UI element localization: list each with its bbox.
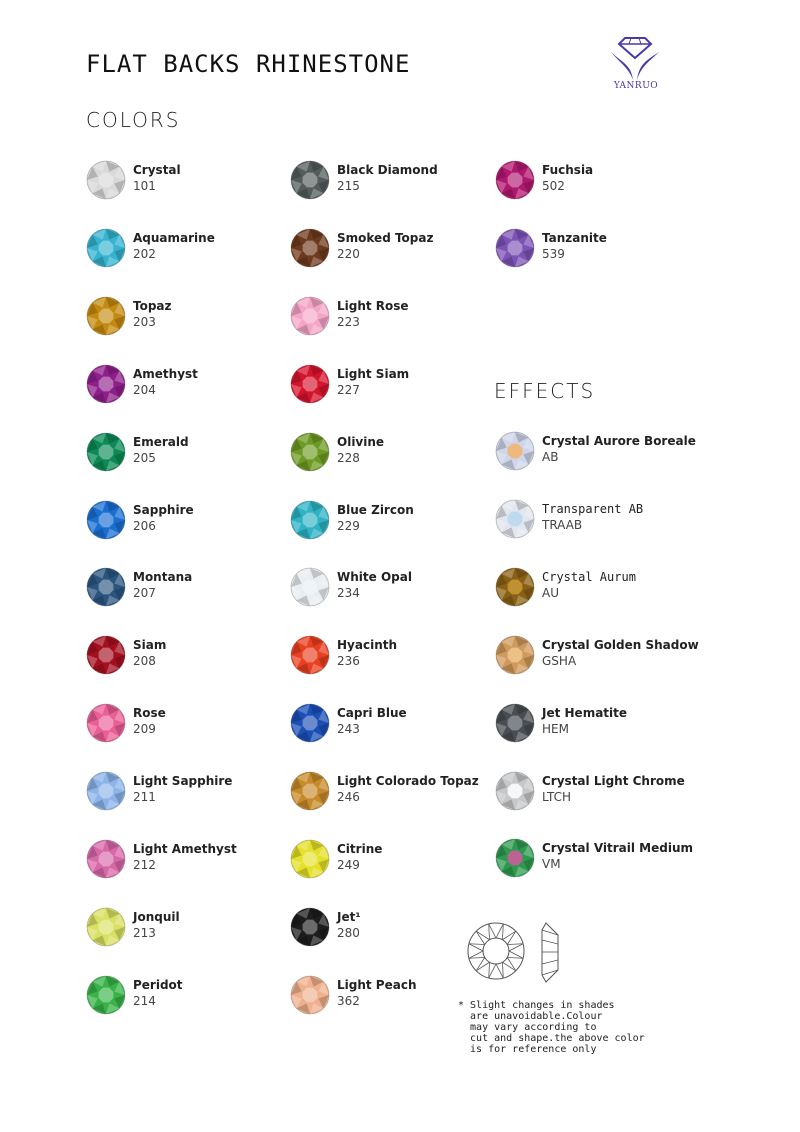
swatch-code: 204 xyxy=(133,383,156,397)
swatch-name: Crystal Golden Shadow xyxy=(542,638,699,652)
swatch-name: Crystal Aurum xyxy=(542,570,636,584)
rhinestone-icon xyxy=(290,160,330,200)
swatch-name: Jet Hematite xyxy=(542,706,628,720)
swatch-item xyxy=(290,228,490,270)
swatch-item xyxy=(86,160,286,202)
rhinestone-icon xyxy=(290,839,330,879)
rhinestone-icon xyxy=(86,500,126,540)
swatch-code: 280 xyxy=(337,926,360,940)
swatch-code: 227 xyxy=(337,383,360,397)
swatch-name: Crystal Light Chrome xyxy=(542,774,685,788)
rhinestone-icon xyxy=(495,499,535,539)
swatch-code: 208 xyxy=(133,654,156,668)
rhinestone-icon xyxy=(290,296,330,336)
swatch-name: Blue Zircon xyxy=(337,503,414,517)
diamond-logo-icon xyxy=(603,34,669,84)
rhinestone-icon xyxy=(290,635,330,675)
rhinestone-icon xyxy=(495,838,535,878)
rhinestone-icon xyxy=(495,703,535,743)
rhinestone-icon xyxy=(290,907,330,947)
rhinestone-icon xyxy=(495,160,535,200)
swatch-code: 206 xyxy=(133,519,156,533)
swatch-name: Tanzanite xyxy=(542,231,607,245)
swatch-name: Montana xyxy=(133,570,193,584)
swatch-code: 236 xyxy=(337,654,360,668)
rhinestone-icon xyxy=(86,228,126,268)
rhinestone-icon xyxy=(86,975,126,1015)
swatch-name: Crystal Aurore Boreale xyxy=(542,434,696,448)
swatch-code: AB xyxy=(542,450,559,464)
swatch-name: Emerald xyxy=(133,435,189,449)
swatch-code: LTCH xyxy=(542,790,572,804)
page-title: FLAT BACKS RHINESTONE xyxy=(86,50,411,78)
swatch-item xyxy=(290,907,490,949)
swatch-item xyxy=(495,567,695,609)
rhinestone-icon xyxy=(86,160,126,200)
swatch-name: Crystal Vitrail Medium xyxy=(542,841,693,855)
swatch-name: Light Siam xyxy=(337,367,410,381)
rhinestone-icon xyxy=(290,432,330,472)
swatch-code: 234 xyxy=(337,586,360,600)
rhinestone-icon xyxy=(495,228,535,268)
swatch-code: 212 xyxy=(133,858,156,872)
rhinestone-icon xyxy=(495,771,535,811)
swatch-code: 243 xyxy=(337,722,360,736)
swatch-item xyxy=(290,296,490,338)
swatch-name: Jet¹ xyxy=(337,910,361,924)
rhinestone-diagram xyxy=(466,920,576,986)
effects-heading: EFFECTS xyxy=(494,379,596,403)
rhinestone-icon xyxy=(290,567,330,607)
swatch-item xyxy=(86,703,286,745)
swatch-name: Light Amethyst xyxy=(133,842,237,856)
swatch-name: Smoked Topaz xyxy=(337,231,434,245)
colors-heading: COLORS xyxy=(86,108,181,132)
swatch-code: 215 xyxy=(337,179,360,193)
swatch-item xyxy=(86,975,286,1017)
swatch-item xyxy=(290,432,490,474)
swatch-item xyxy=(86,907,286,949)
swatch-code: 228 xyxy=(337,451,360,465)
swatch-item xyxy=(86,771,286,813)
swatch-name: Fuchsia xyxy=(542,163,594,177)
swatch-name: Hyacinth xyxy=(337,638,398,652)
swatch-item xyxy=(495,771,695,813)
rhinestone-top-view xyxy=(468,923,524,979)
swatch-item xyxy=(290,500,490,542)
swatch-code: 220 xyxy=(337,247,360,261)
rhinestone-side-view xyxy=(542,923,558,982)
swatch-name: Citrine xyxy=(337,842,383,856)
swatch-item xyxy=(86,432,286,474)
swatch-code: HEM xyxy=(542,722,569,736)
swatch-name: Light Peach xyxy=(337,978,417,992)
swatch-code: 539 xyxy=(542,247,565,261)
swatch-code: VM xyxy=(542,857,561,871)
swatch-name: Aquamarine xyxy=(133,231,215,245)
rhinestone-icon xyxy=(86,703,126,743)
swatch-item xyxy=(86,500,286,542)
rhinestone-icon xyxy=(495,635,535,675)
rhinestone-icon xyxy=(86,635,126,675)
swatch-item xyxy=(86,228,286,270)
swatch-name: Rose xyxy=(133,706,166,720)
swatch-name: Transparent AB xyxy=(542,502,644,516)
swatch-item xyxy=(495,635,699,677)
swatch-item xyxy=(290,567,490,609)
swatch-item xyxy=(495,499,695,541)
swatch-name: Jonquil xyxy=(133,910,180,924)
swatch-name: Black Diamond xyxy=(337,163,438,177)
swatch-name: Siam xyxy=(133,638,167,652)
rhinestone-icon xyxy=(290,771,330,811)
rhinestone-icon xyxy=(290,228,330,268)
swatch-item xyxy=(495,228,695,270)
swatch-code: 207 xyxy=(133,586,156,600)
swatch-item xyxy=(86,839,286,881)
swatch-item xyxy=(86,567,286,609)
logo-text: YANRUO xyxy=(613,81,659,91)
disclaimer-note: * Slight changes in shades are unavoidable.Colour may vary according to cut and shape.the above color is for reference only xyxy=(458,1000,645,1055)
swatch-item xyxy=(86,635,286,677)
swatch-item xyxy=(495,703,695,745)
swatch-code: 249 xyxy=(337,858,360,872)
swatch-item xyxy=(290,839,490,881)
swatch-code: 223 xyxy=(337,315,360,329)
swatch-code: 229 xyxy=(337,519,360,533)
swatch-item xyxy=(495,431,695,473)
swatch-name: Amethyst xyxy=(133,367,198,381)
swatch-item xyxy=(290,160,490,202)
swatch-code: 202 xyxy=(133,247,156,261)
rhinestone-icon xyxy=(86,567,126,607)
swatch-name: Light Colorado Topaz xyxy=(337,774,479,788)
swatch-code: 502 xyxy=(542,179,565,193)
swatch-name: Olivine xyxy=(337,435,385,449)
rhinestone-icon xyxy=(495,567,535,607)
swatch-name: Capri Blue xyxy=(337,706,407,720)
rhinestone-icon xyxy=(86,839,126,879)
swatch-code: 213 xyxy=(133,926,156,940)
swatch-name: White Opal xyxy=(337,570,412,584)
rhinestone-icon xyxy=(86,364,126,404)
rhinestone-icon xyxy=(86,296,126,336)
swatch-code: 209 xyxy=(133,722,156,736)
swatch-item xyxy=(495,160,695,202)
swatch-code: TRAAB xyxy=(542,518,583,532)
swatch-code: AU xyxy=(542,586,559,600)
swatch-item xyxy=(86,296,286,338)
rhinestone-icon xyxy=(86,907,126,947)
swatch-code: 211 xyxy=(133,790,156,804)
rhinestone-icon xyxy=(290,364,330,404)
swatch-item xyxy=(290,364,490,406)
swatch-code: 101 xyxy=(133,179,156,193)
rhinestone-icon xyxy=(290,703,330,743)
rhinestone-icon xyxy=(290,975,330,1015)
swatch-code: 362 xyxy=(337,994,360,1008)
swatch-item xyxy=(290,703,490,745)
swatch-name: Light Rose xyxy=(337,299,409,313)
swatch-item xyxy=(290,635,490,677)
swatch-code: GSHA xyxy=(542,654,577,668)
swatch-item xyxy=(290,771,490,813)
rhinestone-icon xyxy=(290,500,330,540)
swatch-item xyxy=(86,364,286,406)
rhinestone-icon xyxy=(86,432,126,472)
rhinestone-icon xyxy=(495,431,535,471)
rhinestone-icon xyxy=(86,771,126,811)
swatch-name: Peridot xyxy=(133,978,183,992)
swatch-name: Crystal xyxy=(133,163,181,177)
brand-logo xyxy=(603,34,669,96)
swatch-name: Topaz xyxy=(133,299,172,313)
swatch-name: Sapphire xyxy=(133,503,194,517)
swatch-code: 246 xyxy=(337,790,360,804)
swatch-name: Light Sapphire xyxy=(133,774,233,788)
swatch-item xyxy=(495,838,695,880)
swatch-code: 214 xyxy=(133,994,156,1008)
swatch-code: 205 xyxy=(133,451,156,465)
swatch-code: 203 xyxy=(133,315,156,329)
